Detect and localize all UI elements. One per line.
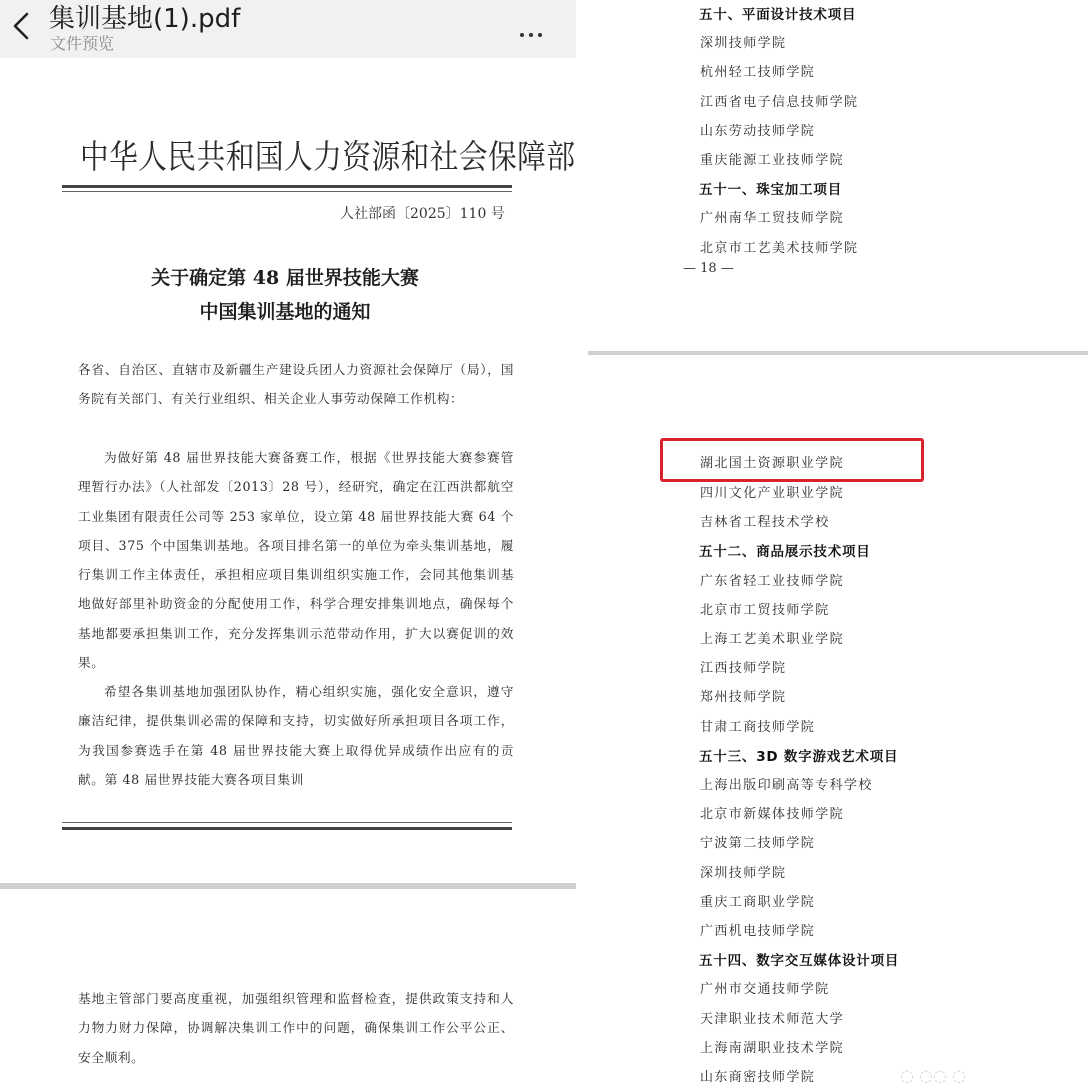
- school-list-item: 杭州轻工技师学院: [700, 65, 816, 81]
- watermark-icon: ◌ ◌◌ ◌: [900, 1066, 967, 1085]
- footer-rule-thick: [62, 827, 512, 830]
- body-paragraph-1: 为做好第 48 届世界技能大赛备赛工作，根据《世界技能大赛参赛管理暂行办法》（人社部发〔2013〕28 号），经研究，确定在江西洪都航空工业集团有限责任公司等 253 家单位，设立第 48 届世界技能大赛 64 个项目、375 个中国集训基地。各项目排名第一的单位为牵头集训基地，履行集训工作主体责任，承担相应项目集训组织实施工作，会同其他集训基地做好部里补助资金的分配使用工作，科学合理安排集训地点，确保每个基地都要承担集训工作，充分发挥集训示范带动作用，扩大以赛促训的效果。: [78, 450, 514, 671]
- school-list-item: 江西省电子信息技师学院: [700, 94, 859, 110]
- file-subtitle: 文件预览: [50, 34, 115, 53]
- header-rule-thin: [62, 191, 512, 192]
- project-heading: 五十二、商品展示技术项目: [699, 544, 871, 561]
- school-list-item: 吉林省工程技术学校: [700, 515, 830, 531]
- body-paragraph-3: 基地主管部门要高度重视，加强组织管理和监督检查，提供政策支持和人力物力财力保障，协调解决集训工作中的问题，确保集训工作公平公正、安全顺利。: [78, 991, 514, 1065]
- project-heading: 五十三、3D 数字游戏艺术项目: [699, 748, 899, 765]
- school-list-item: 广东省轻工业技师学院: [700, 573, 845, 589]
- notice-heading-line2: 中国集训基地的通知: [199, 301, 371, 323]
- school-list-item: 北京市新媒体技师学院: [700, 807, 845, 823]
- project-heading: 五十、平面设计技术项目: [699, 7, 857, 23]
- school-list-item: 重庆能源工业技师学院: [700, 153, 845, 168]
- school-list-item: 江西技师学院: [700, 661, 787, 677]
- salutation-paragraph: 各省、自治区、直辖市及新疆生产建设兵团人力资源社会保障厅（局），国务院有关部门、有关行业组织、相关企业人事劳动保障工作机构：: [78, 362, 514, 407]
- project-heading: 五十四、数字交互媒体设计项目: [699, 953, 900, 970]
- school-list-item: 上海工艺美术职业学院: [700, 632, 845, 647]
- school-list-item: 重庆工商职业学院: [700, 894, 816, 910]
- school-list-item: 广州市交通技师学院: [700, 982, 830, 998]
- viewer-header: [0, 0, 576, 58]
- body-paragraph-2: 希望各集训基地加强团队协作，精心组织实施，强化安全意识，遵守廉洁纪律，提供集训必需的保障和支持，切实做好所承担项目各项工作，为我国参赛选手在第 48 届世界技能大赛上取得优异成绩作出应有的贡献。第 48 届世界技能大赛各项目集训: [78, 684, 514, 787]
- school-list-item: 北京市工贸技师学院: [700, 602, 830, 618]
- notice-heading-line1: 关于确定第 48 届世界技能大赛: [151, 267, 419, 289]
- school-list-item: 甘肃工商技师学院: [700, 719, 816, 735]
- school-list-item: 宁波第二技师学院: [700, 836, 816, 852]
- school-list-item: 山东劳动技师学院: [700, 123, 816, 139]
- page-number: — 18 —: [683, 261, 734, 276]
- school-list-item: 上海出版印刷高等专科学校: [700, 778, 873, 793]
- page-separator-right: [588, 351, 1088, 355]
- school-list-item: 天津职业技术师范大学: [700, 1011, 845, 1027]
- school-list-item: 四川文化产业职业学院: [700, 486, 845, 501]
- school-list-item: 郑州技师学院: [700, 690, 787, 706]
- document-number: 人社部函〔2025〕110 号: [340, 206, 505, 222]
- project-heading: 五十一、珠宝加工项目: [699, 182, 842, 199]
- ministry-title: 中华人民共和国人力资源和社会保障部: [80, 137, 576, 176]
- file-title: 集训基地(1).pdf: [49, 4, 241, 34]
- header-rule: [62, 185, 512, 188]
- school-list-item: 山东商密技师学院: [700, 1070, 816, 1085]
- school-list-item: 上海南湖职业技术学院: [700, 1040, 845, 1056]
- footer-rule: [62, 822, 512, 823]
- school-list-item: 广西机电技师学院: [700, 924, 816, 939]
- school-list-item: 深圳技师学院: [700, 865, 787, 881]
- school-list-item: 广州南华工贸技师学院: [700, 211, 845, 227]
- back-arrow-icon[interactable]: [10, 11, 32, 41]
- more-options-icon[interactable]: [520, 22, 550, 30]
- highlighted-school: 湖北国土资源职业学院: [700, 456, 845, 471]
- school-list-item: 北京市工艺美术技师学院: [700, 240, 859, 256]
- page-separator: [0, 883, 576, 889]
- school-list-item: 深圳技师学院: [700, 36, 787, 52]
